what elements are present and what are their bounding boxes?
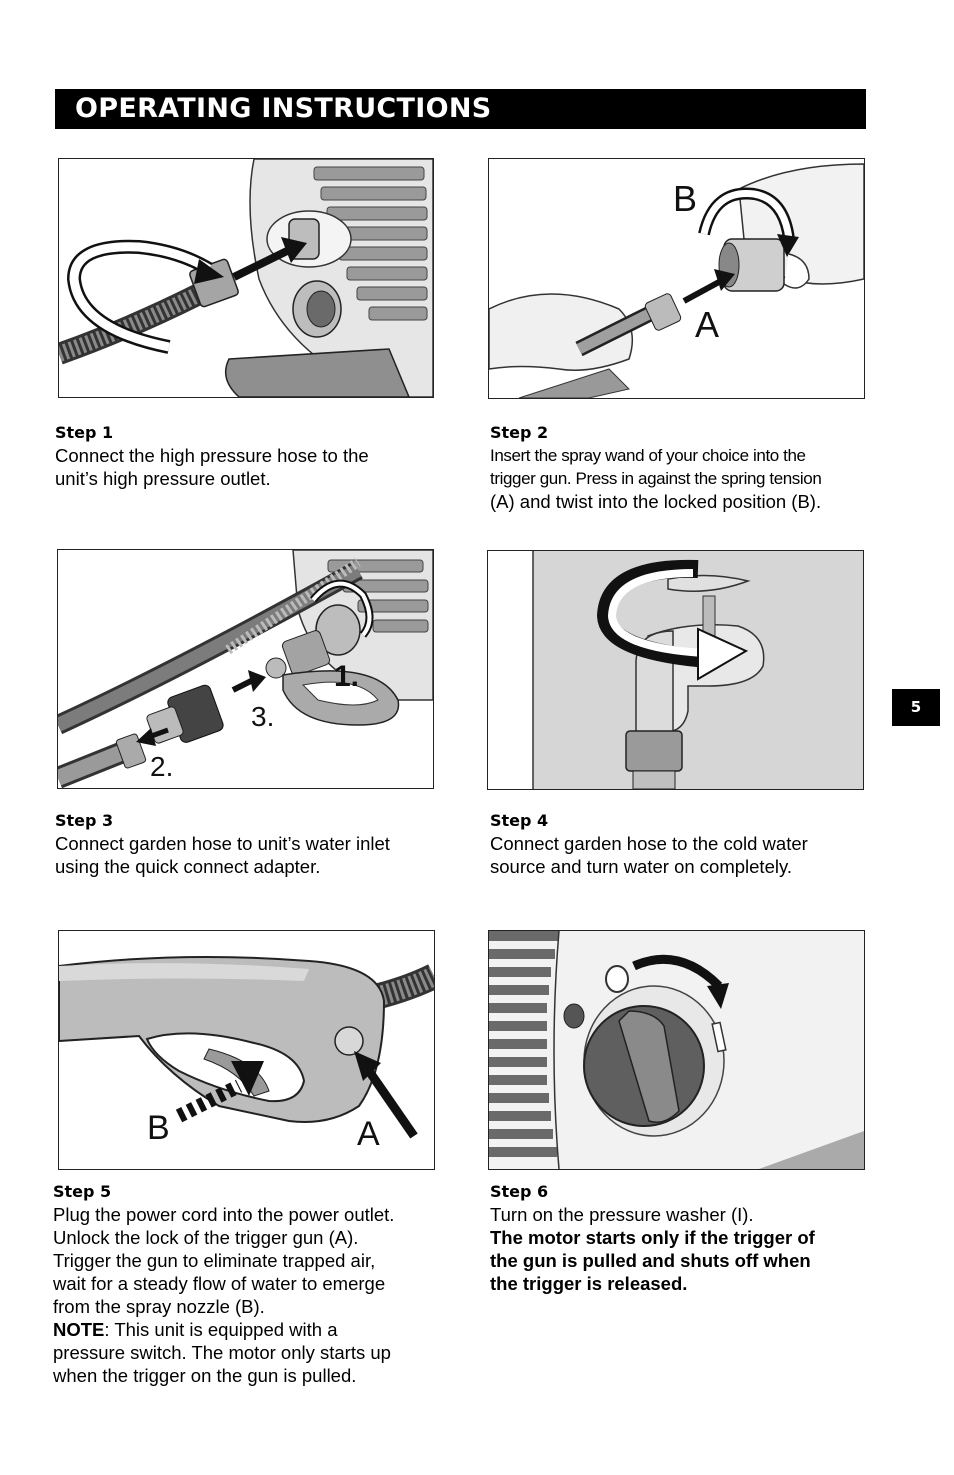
- step-1-title: Step 1: [55, 423, 114, 442]
- text-line: pressure switch. The motor only starts up: [53, 1342, 391, 1363]
- step-5-illustration: [58, 930, 435, 1170]
- page-title: OPERATING INSTRUCTIONS: [75, 93, 492, 124]
- step-1-text: [55, 444, 445, 490]
- step-1-illustration: [58, 158, 434, 398]
- label-b: B: [673, 178, 698, 219]
- step-3-text: [55, 832, 445, 878]
- step-6-illustration: [488, 930, 865, 1170]
- label-b: B: [147, 1109, 170, 1147]
- text-line: using the quick connect adapter.: [55, 856, 321, 877]
- text-line: source and turn water on completely.: [490, 856, 792, 877]
- step-6-title: Step 6: [490, 1182, 549, 1201]
- page-number-tab: [892, 689, 940, 726]
- label-3: 3.: [251, 701, 275, 732]
- text-line: unit’s high pressure outlet.: [55, 468, 271, 489]
- warning-line: The motor starts only if the trigger of: [490, 1227, 815, 1248]
- section-header: [55, 89, 866, 129]
- step-3-illustration: [57, 549, 434, 789]
- note-line: [53, 1318, 453, 1341]
- text-line: Unlock the lock of the trigger gun (A).: [53, 1227, 359, 1248]
- warning-line: the trigger is released.: [490, 1273, 688, 1294]
- text-line: trigger gun. Press in against the spring tension: [490, 469, 822, 488]
- page-number: 5: [910, 698, 922, 716]
- text-line: (A) and twist into the locked position (B).: [490, 491, 822, 512]
- step-5-title: Step 5: [53, 1182, 112, 1201]
- step-2-text: [490, 444, 885, 513]
- text-line: from the spray nozzle (B).: [53, 1296, 265, 1317]
- step-3-title: Step 3: [55, 811, 114, 830]
- step-2-title: Step 2: [490, 423, 549, 442]
- label-a: A: [357, 1115, 380, 1153]
- text-line: when the trigger on the gun is pulled.: [53, 1365, 357, 1386]
- note-text: : This unit is equipped with a: [104, 1319, 338, 1340]
- text-line: Connect the high pressure hose to the: [55, 445, 369, 466]
- step-6-text: [490, 1203, 890, 1295]
- text-line: Connect garden hose to the cold water: [490, 833, 808, 854]
- text-line: Turn on the pressure washer (I).: [490, 1204, 754, 1225]
- step-4-text: [490, 832, 880, 878]
- step-4-illustration: [487, 550, 864, 790]
- step-5-text: [53, 1203, 453, 1387]
- warning-line: the gun is pulled and shuts off when: [490, 1250, 811, 1271]
- text-line: Plug the power cord into the power outlet.: [53, 1204, 395, 1225]
- text-line: Connect garden hose to unit’s water inlet: [55, 833, 390, 854]
- text-line: wait for a steady flow of water to emerge: [53, 1273, 386, 1294]
- note-label: NOTE: [53, 1319, 105, 1340]
- text-line: Insert the spray wand of your choice into the: [490, 446, 806, 465]
- label-a: A: [695, 304, 720, 345]
- text-line: Trigger the gun to eliminate trapped air,: [53, 1250, 376, 1271]
- label-1: 1.: [334, 660, 360, 693]
- step-4-title: Step 4: [490, 811, 549, 830]
- label-2: 2.: [150, 751, 174, 782]
- step-2-illustration: [488, 158, 865, 399]
